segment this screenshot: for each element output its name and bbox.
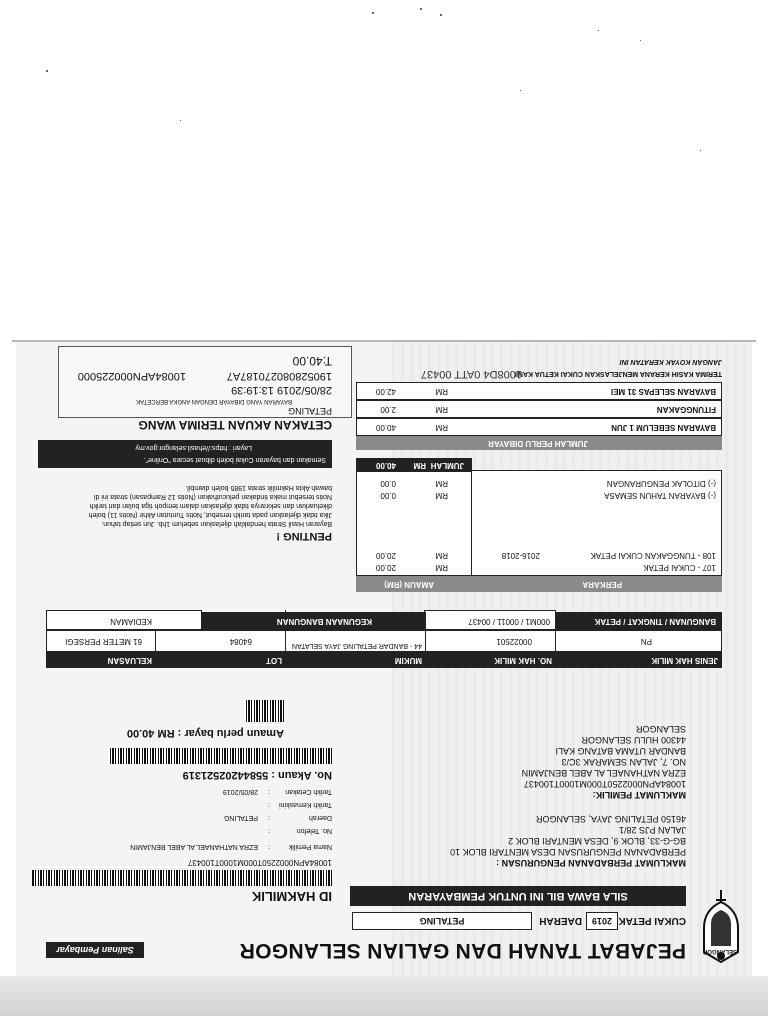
akaun-barcode	[108, 748, 332, 764]
scan-speck	[598, 30, 599, 31]
colon: :	[268, 827, 270, 834]
due-rm: RM	[435, 387, 448, 396]
owner-label: MAKLUMAT PEMILIK:	[592, 790, 686, 800]
cell-jenis: PN	[640, 637, 652, 646]
receipt-ref2: 10084APN000225000	[77, 370, 186, 382]
management-line: PERBADANAN PENGURUSAN DESA MENTARI BLOK 10	[450, 847, 686, 857]
scan-speck	[420, 8, 422, 10]
cell-keluasan: 61 METER PERSEGI	[65, 637, 142, 646]
owner-line: 44300 HULU SELANGOR	[581, 735, 686, 745]
owner-line: EZRA NATHANAEL AL ABEL BENJAMIN	[521, 768, 686, 778]
logo-text: SELANGOR	[703, 948, 738, 954]
scan-edge-bottom	[0, 976, 768, 1016]
cetakan-value: 28/05/2019	[222, 788, 258, 795]
owner-line: NO. 7, JALAN SEMARAK 3C/3	[561, 757, 686, 767]
owner-line: 10084APN0002250T000M1000T100437	[523, 779, 686, 789]
receipt-ref1: 190528080270187A7	[226, 370, 332, 382]
charge-item-rm: RM	[435, 479, 448, 488]
charge-item-rm: RM	[435, 491, 448, 500]
cell-mukim: 44 - BANDAR PETALING JAYA SELATAN	[291, 642, 422, 649]
cell-lot: 64084	[229, 637, 252, 646]
colon: :	[268, 788, 270, 795]
agency-title: PEJABAT TANAH DAN GALIAN SELANGOR	[239, 939, 686, 962]
colon: :	[268, 843, 270, 850]
due-amount: 42.00	[375, 387, 396, 396]
fold-note: JANGAN KOYAK KERATAN INI	[619, 358, 722, 365]
charge-item-label: 108 - TUNGGAKAN CUKAI PETAK	[590, 551, 716, 560]
id-barcode	[32, 870, 332, 886]
online-url: Layari : https://ehasil.selangor.gov.my	[135, 444, 252, 451]
amaun-barcode	[244, 700, 284, 722]
due-label: BAYARAN SEBELUM 1 JUN	[611, 423, 716, 432]
receipt-datetime: 28/05/2019 13:19:39	[231, 384, 332, 396]
col-header-mukim: MUKIM	[394, 656, 422, 665]
jumlah-value: 40.00	[375, 461, 396, 470]
year-field: 2019	[586, 912, 618, 930]
stamp-code: 1008D4 0ATT 00437	[420, 368, 522, 380]
colon: :	[268, 801, 270, 808]
due-label: BAYARAN SELEPAS 31 MEI	[610, 387, 716, 396]
cell-bangunan: 000M1 / 00011 / 00437	[468, 617, 550, 626]
management-line: BG-G-33, BLOK 9, DESA MENTARI BLOK 2	[508, 836, 686, 846]
charge-item-label: (-) BAYARAN TAHUN SEMASA	[604, 491, 716, 500]
state-crest-logo	[694, 888, 748, 968]
notice-line: bawah Akta Hakmilik strata 1985 boleh diambil.	[185, 484, 332, 491]
notice-line: Notis tersebut maka tindakan pelucuthakan (Notis 12 Rampasan) strata ini di	[93, 493, 332, 500]
receipt-note: BAYARAN YANG DIBAYAR DENGAN ANGKA BERCETAK	[136, 398, 292, 404]
scan-speck	[520, 90, 521, 91]
management-line: 46150 PETALING JAYA, SELANGOR	[535, 814, 686, 824]
payment-instruction: SILA BAWA BIL INI UNTUK PEMBAYARAN	[350, 886, 686, 906]
col-header-lot: LOT	[266, 656, 282, 665]
cetakan-label: Tarikh Cetakan	[285, 788, 332, 795]
daerah-label: DAERAH	[539, 915, 582, 926]
daerah-field: PETALING	[352, 912, 532, 930]
scan-speck	[46, 70, 48, 72]
amaun-label: Amaun perlu bayar : RM 40.00	[126, 727, 284, 739]
due-rm: RM	[435, 423, 448, 432]
col-header-keluasan: KELUASAN	[107, 656, 152, 665]
colon: :	[268, 814, 270, 821]
charges-header-amaun: AMAUN (RM)	[384, 580, 434, 589]
thanks-note: TERIMA KASIH KERANA MENJELASKAN CUKAI KETUA KAMI	[515, 370, 722, 377]
col-header-bangunan: BANGUNAN / TINGKAT / PETAK	[594, 617, 716, 626]
daerah-detail-label: Daerah	[309, 814, 332, 821]
notice-line: dikeluarkan dan sekiranya tidak dijelaskan dalam tempoh tiga bulan dari tarikh	[89, 502, 332, 509]
charge-item-rm: RM	[435, 551, 448, 560]
charge-item-label: 107 - CUKAI PETAK	[643, 563, 716, 572]
scan-speck	[372, 12, 374, 14]
due-amount: 40.00	[375, 423, 396, 432]
id-hakmilik-label: ID HAKMILIK	[251, 889, 332, 904]
cell-kegunaan: KEDIAMAN	[110, 617, 152, 626]
scan-speck	[700, 150, 701, 151]
charge-item-amount: 0.00	[380, 479, 396, 488]
owner-line: SELANGOR	[635, 724, 686, 734]
receipt-office: PETALING	[288, 406, 332, 416]
charge-item-amount: 20.00	[375, 551, 396, 560]
receipt-amount: T:40.00	[292, 354, 332, 368]
copy-label: Salinan Pembayar	[46, 942, 144, 958]
due-amount: 2.00	[380, 405, 396, 414]
charge-item-amount: 0.00	[380, 491, 396, 500]
charge-item-rm: RM	[435, 563, 448, 572]
col-header-no-hakmilik: NO. HAK MILIK	[494, 656, 552, 665]
notice-line: Bayaran Hasil Strata hendaklah dijelaskan sebelum 1hb. Jun setiap tahun.	[101, 520, 332, 527]
charge-item-label: (-) DITOLAK PENGURANGAN	[606, 479, 716, 488]
kemaskini-label: Tarikh Kemaskini	[279, 801, 332, 808]
charge-item-amount: 20.00	[375, 563, 396, 572]
owner-line: BANDAR UTAMA BATANG KALI	[555, 746, 686, 756]
due-label: FITUNGGAKAN	[656, 405, 716, 414]
daerah-detail-value: PETALING	[223, 814, 258, 821]
jumlah-rm: RM	[413, 461, 426, 470]
notice-title: PENTING !	[276, 530, 332, 542]
nama-value: EZRA NATHANAEL AL ABEL BENJAMIN	[130, 843, 258, 850]
jumlah-label: JUMLAH	[430, 461, 464, 470]
management-line: JALAN PJS 28/1	[618, 825, 686, 835]
receipt-title: CETAKAN AKUAN TERIMA WANG	[138, 418, 332, 432]
due-rm: RM	[435, 405, 448, 414]
notice-line: Jika tidak dijelaskan pada tarikh tersebut, Notis Tuntutan Akhir (Notis 11) boleh	[88, 511, 332, 518]
id-hakmilik-value: 10084APN0002250T000M1000T100437	[187, 858, 332, 867]
charges-header-perkara: PERKARA	[582, 580, 622, 589]
nama-label: Nama Pemilik	[288, 843, 332, 850]
charge-item-period: 2016-2018	[501, 551, 540, 560]
scan-speck	[440, 14, 442, 16]
scan-speck	[640, 40, 641, 41]
scan-speck	[180, 120, 181, 121]
due-header-label: JUMLAH PERLU DIBAYAR	[488, 439, 588, 448]
telefon-label: No. Telefon	[296, 827, 332, 834]
col-header-kegunaan: KEGUNAAN BANGUNAN	[276, 617, 372, 626]
tax-bill-document	[16, 342, 752, 976]
management-label: MAKLUMAT PERBADANAN PENGURUSAN :	[496, 858, 686, 868]
akaun-label: No. Akaun : 5584420252131​9	[182, 769, 332, 781]
online-line: Semakan dan bayaran Cukai boleh dibuat secara "Online".	[143, 456, 326, 463]
col-header-jenis: JENIS HAK MILIK	[651, 656, 718, 665]
cell-no-hakmilik: 00022501	[496, 637, 532, 646]
cukai-label: CUKAI PETAK	[618, 915, 686, 926]
